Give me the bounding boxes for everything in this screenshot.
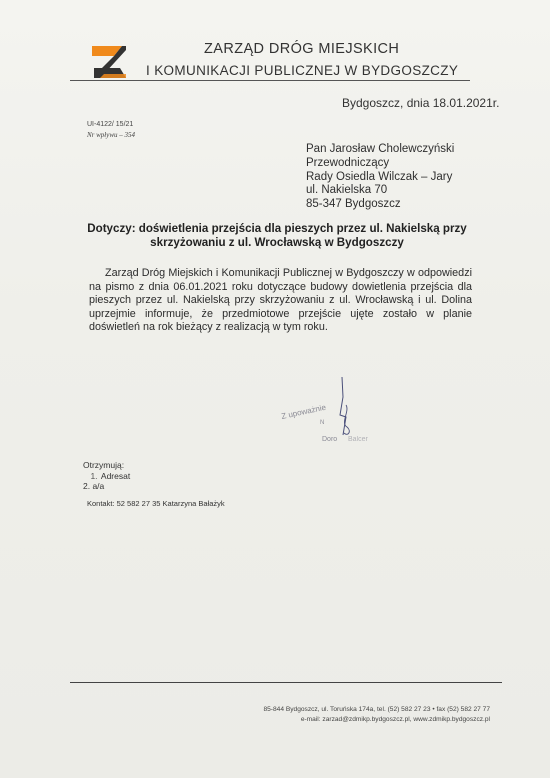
stamp-line2: N	[320, 420, 325, 426]
zdmikp-z-logo-icon	[90, 44, 126, 80]
subject-line1: Dotyczy: doświetlenia przejścia dla pieszych przez ul. Nakielską przy	[87, 222, 467, 235]
footer-address: 85-844 Bydgoszcz, ul. Toruńska 174a, tel. (52) 582 27 23 • fax (52) 582 27 77	[263, 706, 490, 713]
handwritten-signature-stroke	[340, 377, 346, 435]
footer-contact: e-mail: zarzad@zdmikp.bydgoszcz.pl, www.zdmikp.bydgoszcz.pl	[300, 715, 490, 723]
contact-phone: 52 582 27 35	[116, 499, 161, 508]
org-name-line1: ZARZĄD DRÓG MIEJSKICH	[204, 41, 400, 57]
contact-line	[87, 499, 225, 508]
subject-line2: skrzyżowaniu z ul. Wrocławską w Bydgoszczy	[150, 236, 404, 249]
addressee-street: ul. Nakielska 70	[306, 184, 388, 197]
addressee-block	[306, 143, 454, 212]
addressee-council: Rady Osiedla Wilczak – Jary	[306, 170, 453, 183]
signature-stamp	[280, 375, 390, 450]
addressee-city: 85-347 Bydgoszcz	[306, 198, 401, 211]
stamp-line4: Balcer	[348, 436, 368, 443]
stamp-line3: Doro	[322, 436, 338, 443]
reference-block	[87, 120, 135, 140]
stamp-line1: Z upoważnie	[280, 402, 327, 421]
recipients-block	[83, 460, 130, 492]
addressee-role: Przewodniczący	[306, 156, 390, 169]
contact-label: Kontakt:	[87, 499, 115, 508]
footer-divider	[70, 682, 502, 683]
header-divider	[70, 80, 470, 81]
body-paragraph: Zarząd Dróg Miejskich i Komunikacji Publicznej w Bydgoszczy w odpowiedzi na pismo z dnia 06.01.2021 roku dotyczące budowy dowietlenia przejścia dla pieszych przez ul. Nakielską przy skrzyżowaniu z ul. Wrocławską i ul. Dolina uprzejmie informuje, że przedmiotowe przejście ujęte zostało w planie doświetleń na rok bieżący z realizacją w tym roku.	[89, 267, 472, 334]
footer-block	[230, 705, 490, 724]
addressee-name: Pan Jarosław Cholewczyński	[306, 143, 455, 155]
recipients-label: Otrzymują:	[83, 460, 125, 470]
subject-block	[82, 222, 472, 250]
recipient-item-1	[83, 471, 130, 482]
org-name-line2: I KOMUNIKACJI PUBLICZNEJ W BYDGOSZCZY	[146, 63, 459, 78]
recipient-item-2: 2. a/a	[83, 481, 105, 491]
incoming-number: Nr wpływu – 354	[87, 131, 136, 139]
recipient-item-1-label: Adresat	[100, 470, 131, 481]
handwritten-signature-loop	[344, 405, 349, 434]
place-and-date: Bydgoszcz, dnia 18.01.2021r.	[342, 96, 500, 110]
case-number: UI-4122/ 15/21	[87, 121, 134, 128]
contact-person: Katarzyna Bałażyk	[162, 499, 225, 508]
recipient-item-1-marker: 1.	[90, 470, 98, 481]
